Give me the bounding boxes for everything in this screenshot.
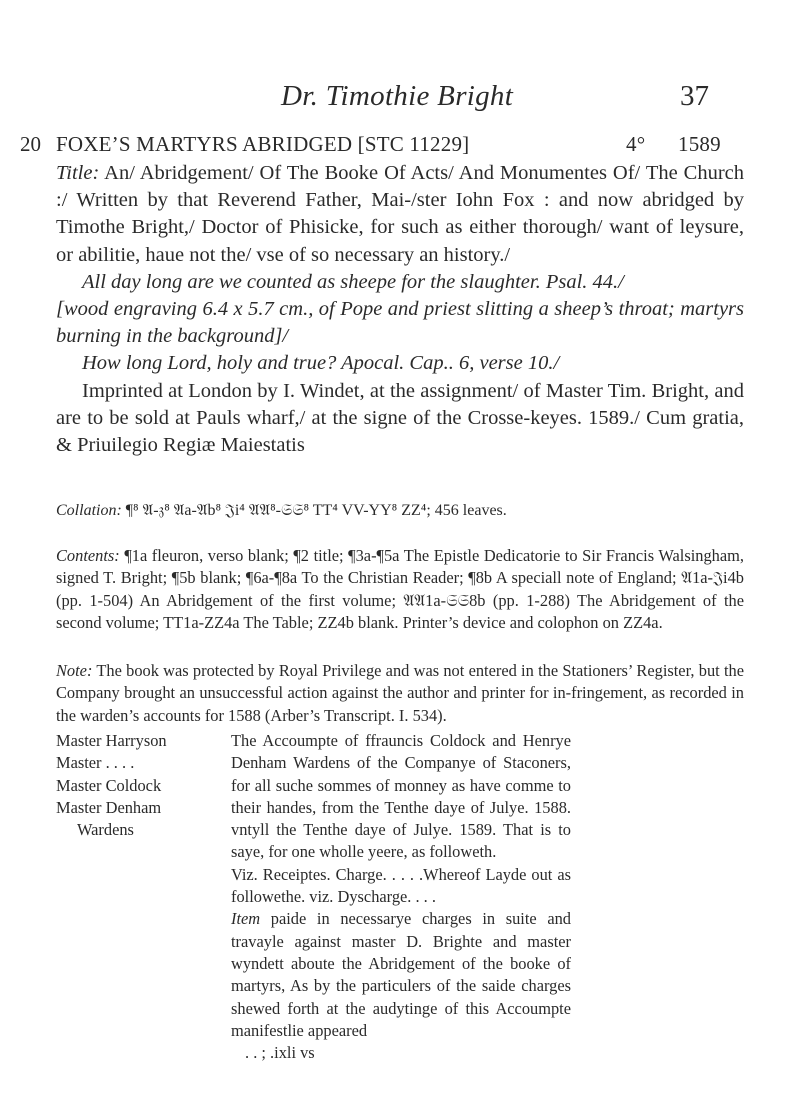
margin-note: Master Harryson bbox=[56, 731, 167, 750]
collation-text: ¶⁸ 𝔄-𝔷⁸ 𝔄a-𝔄b⁸ 𝔍i⁴ 𝔄𝔄⁸-𝔖𝔖⁸ TT⁴ VV-YY⁸ ZZ⁴; 456 leaves. bbox=[125, 502, 507, 519]
title-text: An/ Abridgement/ Of The Booke Of Acts/ And Monumentes Of/ The Church :/ Written by that Reverend Father, Mai-/ster Iohn Fox : and now abridged by Timothe Bright,/ Doctor of Phisicke, for such as either thorough/ want of leysure, or abilitie, haue not the/ vse of so necessary an history./ bbox=[56, 162, 744, 266]
note bbox=[56, 660, 744, 727]
note-label: Note: bbox=[56, 661, 93, 680]
accounts-sum: . . ; .ixli vs bbox=[245, 1043, 315, 1063]
contents-label: Contents: bbox=[56, 546, 120, 565]
entry-heading-text: FOXE’S MARTYRS ABRIDGED [STC 11229] bbox=[56, 132, 470, 156]
title-transcription bbox=[56, 160, 744, 459]
entry-number: 20 bbox=[20, 132, 41, 156]
contents bbox=[56, 545, 744, 634]
margin-notes bbox=[56, 730, 231, 841]
accounts-paragraph: The Accoumpte of ffrauncis Coldock and Henrye Denham Wardens of the Companye of Staconers, for all suche sommes of monney as have comme to their handes, from the Tenthe daye of Julye. 1588. vntyll the Tenthe daye of Julye. 1589. That is to saye, for one wholle yeere, as followeth. bbox=[231, 731, 571, 862]
epigraph-apocalypse: How long Lord, holy and true? Apocal. Cap.. 6, verse 10./ bbox=[82, 352, 560, 375]
accounts-item bbox=[231, 908, 571, 1042]
engraving-note: [wood engraving 6.4 x 5.7 cm., of Pope and priest slitting a sheep’s throat; martyrs burning in the background]/ bbox=[56, 298, 744, 348]
entry-year: 1589 bbox=[678, 132, 721, 156]
imprint: Imprinted at London by I. Windet, at the assignment/ of Master Tim. Bright, and are to be sold at Pauls wharf,/ at the signe of the Crosse-keyes. 1589./ Cum gratia, & Priuilegio Regiæ Maiestatis bbox=[56, 379, 744, 457]
margin-note: Wardens bbox=[77, 820, 134, 840]
collation-label: Collation: bbox=[56, 502, 122, 519]
entry-format: 4° bbox=[626, 132, 646, 156]
running-head-title: Dr. Timothie Bright bbox=[281, 80, 514, 112]
margin-note: Master Coldock bbox=[56, 775, 162, 795]
item-label: Item bbox=[231, 909, 261, 929]
accounts-text bbox=[231, 730, 571, 1064]
item-text: paide in necessarye charges in suite and travayle against master D. Brighte and master wyndett aboute the Abridgement of the booke of martyrs, As by the particulers of the saide charges shewed forth at the audytinge of this Accoumpte manifestlie appeared bbox=[231, 909, 571, 1040]
margin-note: Master Denham bbox=[56, 797, 162, 817]
epigraph-psalm: All day long are we counted as sheepe for the slaughter. Psal. 44./ bbox=[82, 270, 624, 293]
margin-note: Master . . . . bbox=[56, 753, 135, 773]
collation bbox=[56, 500, 744, 522]
entry-heading bbox=[56, 132, 756, 157]
title-label: Title: bbox=[56, 162, 100, 184]
accounts-paragraph: Viz. Receiptes. Charge. . . . .Whereof Layde out as followethe. viz. Dyscharge. . . . bbox=[231, 864, 571, 907]
contents-text: ¶1a fleuron, verso blank; ¶2 title; ¶3a-¶5a The Epistle Dedicatorie to Sir Francis Walsingham, signed T. Bright; ¶5b blank; ¶6a-¶8a To the Christian Reader; ¶8b A speciall note of England; 𝔄1a-𝔍i4b (pp. 1-504) An Abridgement of the first volume; 𝔄𝔄1a-𝔖𝔖8b (pp. 1-288) The Abridgement of the second volume; TT1a-ZZ4a The Table; ZZ4b blank. Printer’s device and colophon on ZZ4a. bbox=[56, 546, 744, 632]
page-number: 37 bbox=[680, 80, 709, 112]
note-text: The book was protected by Royal Privilege and was not entered in the Stationers’ Register, but the Company brought an unsuccessful action against the author and printer for in-fringement, as recorded in the warden’s accounts for 1588 (Arber’s Transcript. I. 534). bbox=[56, 661, 744, 725]
running-head bbox=[0, 80, 800, 120]
